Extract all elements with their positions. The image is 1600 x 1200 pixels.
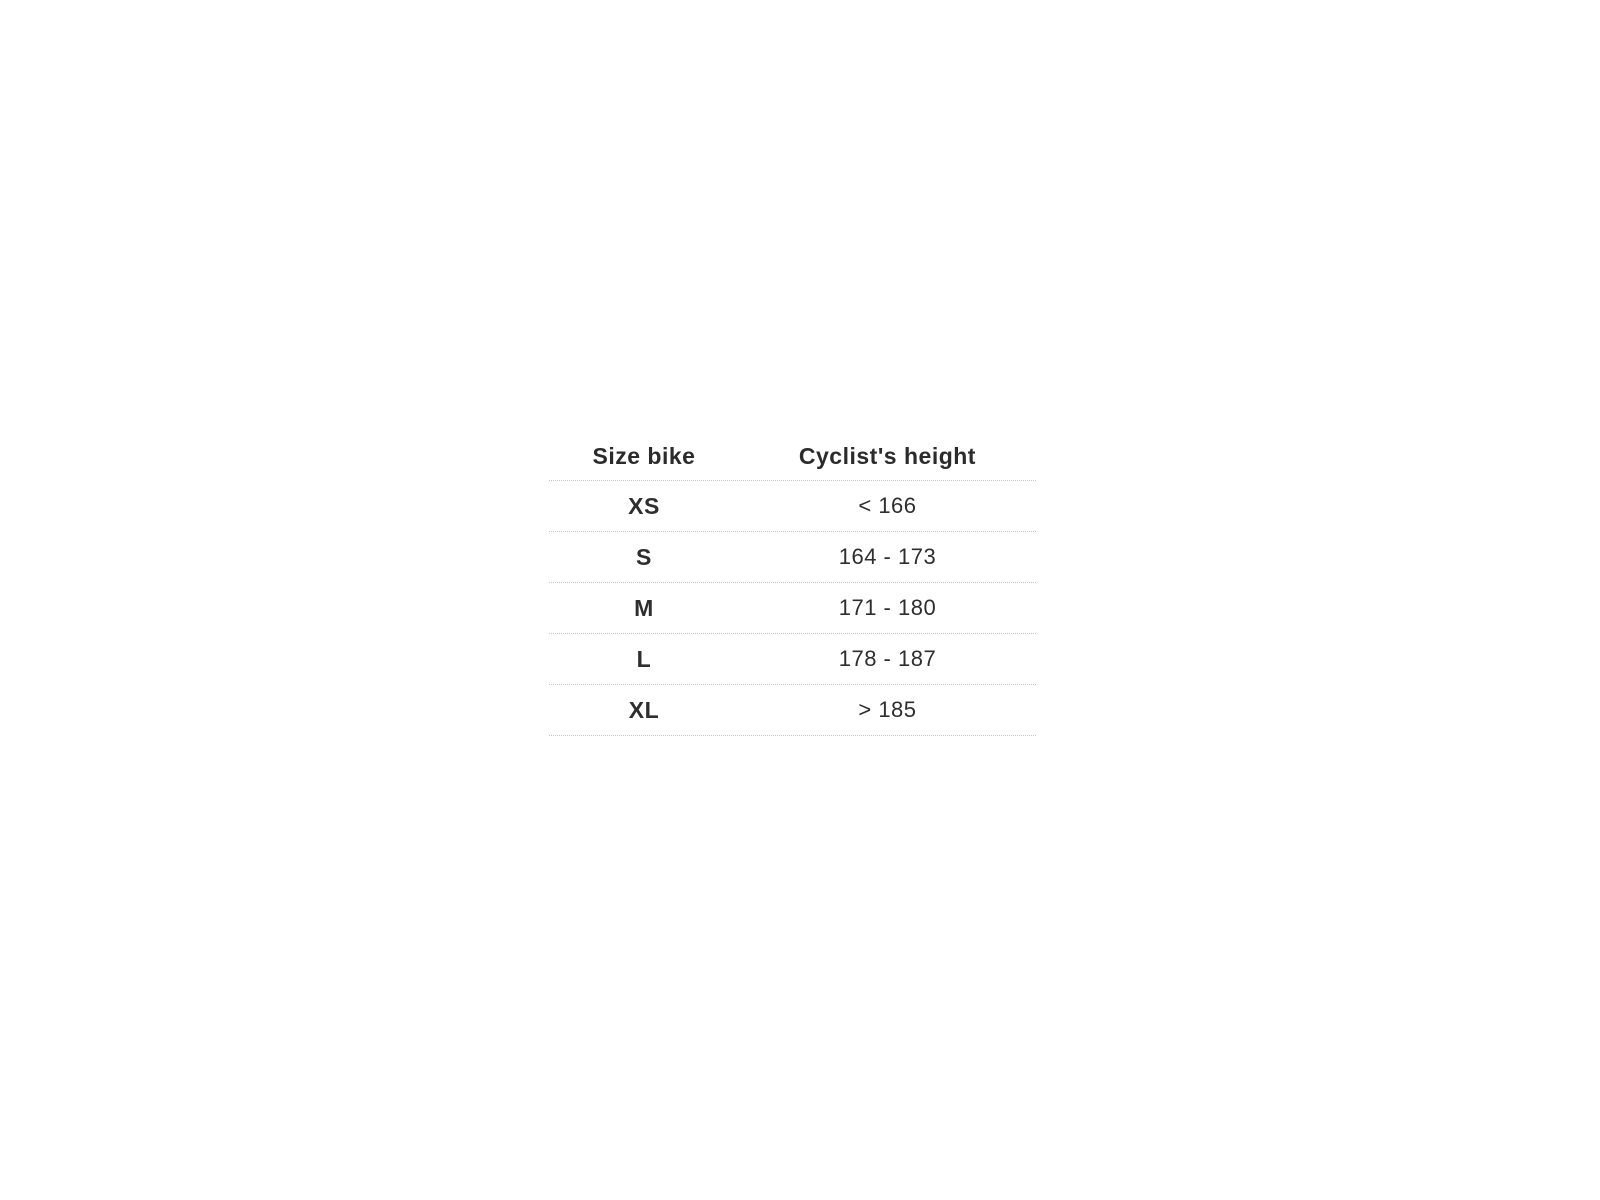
height-cell: 178 - 187 [838,646,937,671]
size-cell: L [636,645,652,672]
column-header-size: Size bike [592,442,696,469]
size-cell: S [636,543,652,570]
height-cell: > 185 [858,697,917,722]
height-cell: 171 - 180 [838,595,937,620]
table-row [549,532,1036,583]
size-cell: XS [628,492,660,519]
table-row [549,583,1036,634]
table-row [549,481,1036,532]
table-row [549,685,1036,736]
column-header-height: Cyclist's height [798,442,976,469]
size-cell: M [634,594,654,621]
height-cell: 164 - 173 [838,544,937,569]
bike-size-chart-table [549,432,1036,736]
table-row [549,634,1036,685]
table-header-row [549,432,1036,481]
height-cell: < 166 [858,493,917,518]
size-cell: XL [628,696,660,723]
